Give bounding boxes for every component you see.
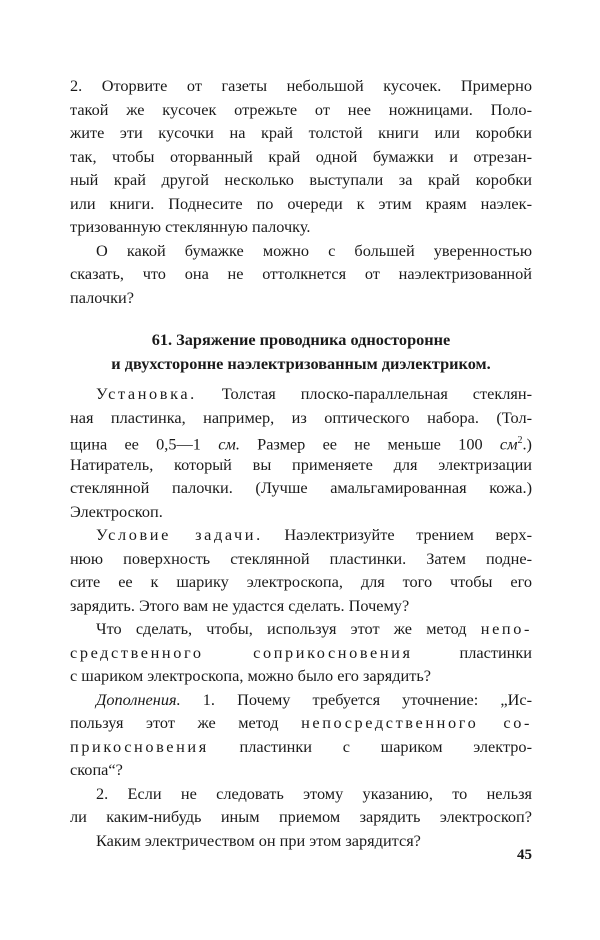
section-61-title: и двухсторонне наэлектризованным диэлектриком. — [111, 353, 491, 373]
body-line: тризованную стеклянную палочку. — [70, 217, 311, 236]
body-line: О какой бумажке можно с большей уверенностью — [96, 240, 532, 260]
body-line: сите ее к шарику электроскопа, для того чтобы его — [70, 572, 532, 591]
body-line: такой же кусочек отрежьте от нее ножницами. Поло- — [70, 99, 532, 119]
body-line: нюю поверхность стеклянной пластинки. Затем подне- — [70, 548, 532, 568]
page-number: 45 — [517, 847, 532, 863]
body-line: ли каким-нибудь иным приемом зарядить электроскоп? — [70, 807, 532, 826]
condition-label: Условие задачи. — [96, 525, 263, 544]
body-line: Дополнения. 1. Почему требуется уточнение: „Ис- — [70, 688, 532, 712]
body-line: Электроскоп. — [70, 501, 163, 521]
body-line: скопа“? — [70, 760, 123, 779]
body-line: прикосновения пластинки с шариком электро- — [70, 736, 532, 756]
body-line: сказать, что она не оттолкнется от наэлектризованной — [70, 264, 532, 283]
body-line: Натиратель, который вы применяете для электризации — [70, 454, 532, 474]
body-line: Каким электричеством он при этом зарядится? — [96, 830, 421, 850]
body-line: 2. Если не следовать этому указанию, то нельзя — [96, 783, 532, 803]
section-61-title: 61. Заряжение проводника односторонне — [151, 330, 451, 349]
additions-label: Дополнения. — [96, 689, 181, 709]
setup-label: Установка. — [96, 384, 197, 403]
body-line: жите эти кусочки на край толстой книги или коробки — [70, 123, 532, 142]
body-line: зарядить. Этого вам не удастся сделать. Почему? — [70, 595, 410, 615]
body-line: с шариком электроскопа, можно было его зарядить? — [70, 666, 432, 685]
body-line: стеклянной палочки. (Лучше амальгамированная кожа.) — [70, 478, 532, 497]
body-line: палочки? — [70, 287, 134, 307]
body-line: ная пластинка, например, из оптического набора. (Тол- — [70, 407, 532, 427]
body-line: 2. Оторвите от газеты небольшой кусочек. Примерно — [70, 76, 532, 95]
body-line: или книги. Поднесите по очереди к этим краям наэлек- — [70, 193, 532, 213]
body-line: средственного соприкосновения пластинки — [70, 642, 532, 662]
body-line: щина ее 0,5—1 см. Размер ее не меньше 100 $см^2$.) — [70, 434, 532, 454]
body-line: ный край другой несколько выступали за край коробки — [70, 170, 532, 189]
body-line: Что сделать, чтобы, используя этот же метод непо- — [96, 619, 532, 638]
body-line: так, чтобы оторванный край одной бумажки и отрезан- — [70, 146, 532, 166]
body-line: Установка. Толстая плоско-параллельная стеклян- — [70, 382, 532, 406]
body-line: Условие задачи. Наэлектризуйте трением верх- — [70, 523, 532, 547]
body-line: пользуя этот же метод непосредственного со- — [70, 713, 533, 732]
